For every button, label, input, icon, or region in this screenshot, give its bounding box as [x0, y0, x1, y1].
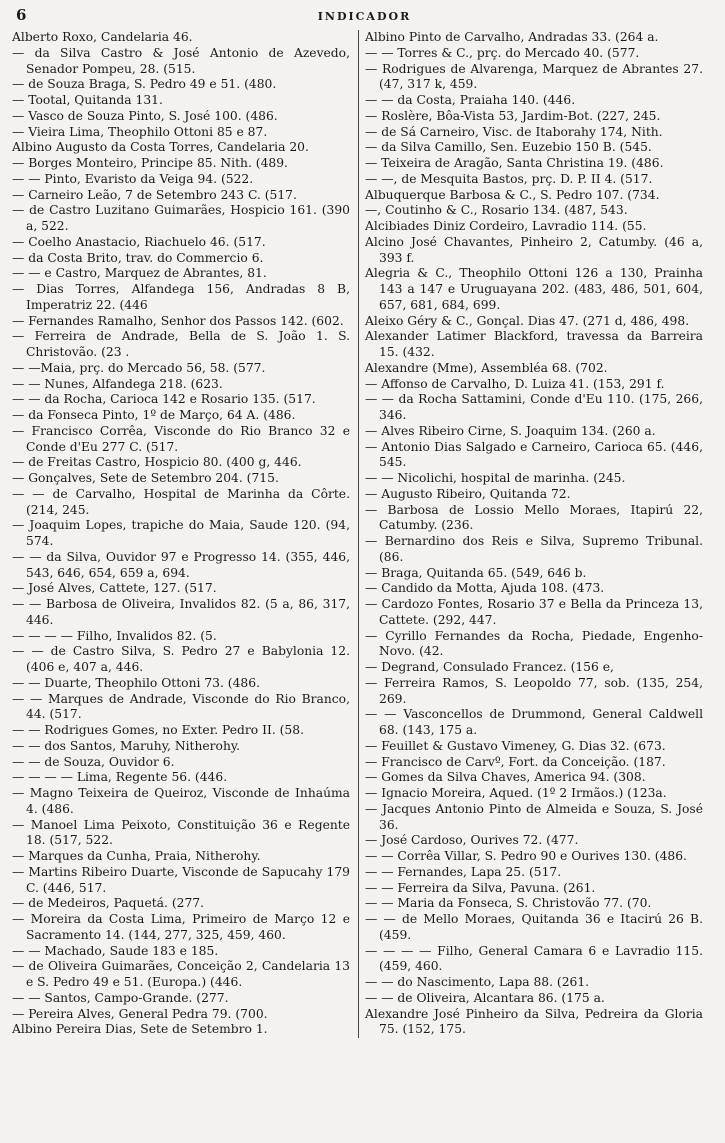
- directory-entry: Alcibiades Diniz Cordeiro, Lavradio 114. (55.: [365, 219, 647, 233]
- directory-entry: — — Nicolichi, hospital de marinha. (245.: [365, 471, 626, 485]
- directory-entry: — — do Nascimento, Lapa 88. (261.: [365, 975, 590, 989]
- columns: [12, 30, 717, 1038]
- directory-entry: — — Duarte, Theophilo Ottoni 73. (486.: [12, 675, 260, 690]
- directory-entry: — — Rodrigues Gomes, no Exter. Pedro II. (58.: [12, 723, 304, 737]
- directory-entry: — Ignacio Moreira, Aqued. (1º 2 Irmãos.) (123a.: [365, 786, 667, 800]
- directory-entry: Alberto Roxo, Candelaria 46.: [12, 30, 193, 44]
- directory-entry: — — Machado, Saude 183 e 185.: [12, 943, 219, 958]
- directory-entry: — — da Costa, Praiaha 140. (446.: [365, 93, 576, 107]
- directory-entry: — Tootal, Quitanda 131.: [12, 93, 163, 107]
- directory-entry: — — e Castro, Marquez de Abrantes, 81.: [12, 266, 267, 281]
- directory-entry: Alcino José Chavantes, Pinheiro 2, Catumby. (46 a, 393 f.: [365, 234, 703, 265]
- directory-entry: — Roslère, Bôa-Vista 53, Jardim-Bot. (227, 245.: [365, 108, 661, 123]
- directory-entry: Albuquerque Barbosa & C., S. Pedro 107. (734.: [365, 187, 660, 202]
- directory-entry: — — de Castro Silva, S. Pedro 27 e Babylonia 12. (406 e, 407 a, 446.: [12, 644, 350, 674]
- directory-entry: — Vasco de Souza Pinto, S. José 100. (486.: [12, 108, 278, 123]
- directory-entry: — Dias Torres, Alfandega 156, Andradas 8 B, Imperatriz 22. (446: [12, 282, 350, 312]
- directory-entry: — —, de Mesquita Bastos, prç. D. P. II 4. (517.: [365, 171, 653, 186]
- directory-entry: — Manoel Lima Peixoto, Constituição 36 e Regente 18. (517, 522.: [12, 817, 350, 848]
- directory-entry: — — Pinto, Evaristo da Veiga 94. (522.: [12, 171, 254, 186]
- directory-entry: — Feuillet & Gustavo Vimeney, G. Dias 32. (673.: [365, 738, 666, 753]
- directory-entry: —, Coutinho & C., Rosario 134. (487, 543.: [365, 203, 628, 218]
- directory-entry: — — Maria da Fonseca, S. Christovão 77. (70.: [365, 896, 652, 911]
- directory-entry: — da Costa Brito, trav. do Commercio 6.: [12, 250, 264, 265]
- page-number: 6: [16, 6, 27, 24]
- directory-entry: — — Vasconcellos de Drummond, General Caldwell 68. (143, 175 a.: [365, 707, 703, 737]
- directory-entry: — — — — Lima, Regente 56. (446.: [12, 770, 228, 785]
- directory-entry: — — de Souza, Ouvidor 6.: [12, 754, 175, 769]
- directory-entry: Alexandre José Pinheiro da Silva, Pedreira da Gloria 75. (152, 175.: [365, 1006, 703, 1037]
- directory-entry: — Martins Ribeiro Duarte, Visconde de Sapucahy 179 C. (446, 517.: [12, 864, 350, 895]
- directory-entry: — de Souza Braga, S. Pedro 49 e 51. (480.: [12, 77, 277, 92]
- directory-entry: — Cyrillo Fernandes da Rocha, Piedade, Engenho-Novo. (42.: [365, 628, 703, 659]
- directory-entry: — Antonio Dias Salgado e Carneiro, Carioca 65. (446, 545.: [365, 439, 703, 470]
- directory-entry: — Joaquim Lopes, trapiche do Maia, Saude 120. (94, 574.: [12, 518, 350, 548]
- directory-entry: — Ferreira de Andrade, Bella de S. João 1. S. Christovão. (23 .: [12, 329, 350, 359]
- directory-entry: — — Marques de Andrade, Visconde do Rio Branco, 44. (517.: [12, 691, 350, 722]
- directory-entry: Alexandre (Mme), Assembléa 68. (702.: [365, 360, 608, 375]
- directory-entry: — — Fernandes, Lapa 25. (517.: [365, 864, 562, 879]
- right-column: [358, 30, 703, 1038]
- directory-entry: Albino Pinto de Carvalho, Andradas 33. (264 a.: [365, 30, 659, 44]
- directory-entry: — Vieira Lima, Theophilo Ottoni 85 e 87.: [12, 124, 268, 139]
- directory-entry: — — Corrêa Villar, S. Pedro 90 e Ourives 130. (486.: [365, 849, 687, 863]
- directory-entry: — Braga, Quitanda 65. (549, 646 b.: [365, 565, 587, 580]
- directory-entry: Albino Augusto da Costa Torres, Candelaria 20.: [12, 140, 309, 155]
- directory-entry: — — da Rocha Sattamini, Conde d'Eu 110. (175, 266, 346.: [365, 392, 703, 422]
- directory-entry: — da Fonseca Pinto, 1º de Março, 64 A. (486.: [12, 408, 296, 422]
- directory-entry: — da Silva Camillo, Sen. Euzebio 150 B. (545.: [365, 140, 652, 155]
- directory-entry: — — de Oliveira, Alcantara 86. (175 a.: [365, 990, 605, 1005]
- directory-entry: — de Oliveira Guimarães, Conceição 2, Candelaria 13 e S. Pedro 49 e 51. (Europa.) (446.: [12, 959, 350, 989]
- directory-entry: — de Castro Luzitano Guimarães, Hospicio 161. (390 a, 522.: [12, 203, 350, 233]
- directory-entry: — — de Mello Moraes, Quitanda 36 e Itacirú 26 B. (459.: [365, 912, 703, 942]
- directory-entry: — Gonçalves, Sete de Setembro 204. (715.: [12, 471, 279, 485]
- directory-entry: — — — — Filho, Invalidos 82. (5.: [12, 628, 217, 643]
- directory-entry: — — de Carvalho, Hospital de Marinha da Côrte. (214, 245.: [12, 486, 350, 517]
- directory-entry: — Coelho Anastacio, Riachuelo 46. (517.: [12, 234, 266, 249]
- directory-entry: — — Santos, Campo-Grande. (277.: [12, 990, 229, 1005]
- directory-entry: — Alves Ribeiro Cirne, S. Joaquim 134. (260 a.: [365, 423, 656, 438]
- directory-entry: — Pereira Alves, General Pedra 79. (700.: [12, 1006, 268, 1021]
- directory-entry: — Marques da Cunha, Praia, Nitherohy.: [12, 849, 261, 863]
- directory-entry: — Jacques Antonio Pinto de Almeida e Souza, S. José 36.: [365, 801, 703, 832]
- directory-entry: — de Freitas Castro, Hospicio 80. (400 g, 446.: [12, 455, 302, 470]
- page-header: [12, 6, 717, 30]
- directory-entry: — —Maia, prç. do Mercado 56, 58. (577.: [12, 360, 266, 375]
- directory-entry: — Borges Monteiro, Principe 85. Nith. (489.: [12, 156, 288, 170]
- directory-entry: Alexander Latimer Blackford, travessa da Barreira 15. (432.: [365, 329, 703, 359]
- directory-entry: — — dos Santos, Maruhy, Nitherohy.: [12, 738, 241, 753]
- directory-entry: — Carneiro Leão, 7 de Setembro 243 C. (517.: [12, 187, 297, 202]
- directory-entry: — de Medeiros, Paquetá. (277.: [12, 896, 205, 911]
- directory-entry: — — Nunes, Alfandega 218. (623.: [12, 376, 223, 391]
- directory-entry: — Francisco de Carvº, Fort. da Conceição. (187.: [365, 754, 666, 769]
- directory-entry: — Ferreira Ramos, S. Leopoldo 77, sob. (135, 254, 269.: [365, 675, 703, 706]
- directory-entry: — Moreira da Costa Lima, Primeiro de Março 12 e Sacramento 14. (144, 277, 325, 459, 460.: [12, 912, 350, 942]
- directory-entry: — — Barbosa de Oliveira, Invalidos 82. (5 a, 86, 317, 446.: [12, 597, 350, 627]
- directory-entry: — Magno Teixeira de Queiroz, Visconde de Inhaúma 4. (486.: [12, 786, 350, 816]
- directory-entry: — Rodrigues de Alvarenga, Marquez de Abrantes 27. (47, 317 k, 459.: [365, 61, 703, 92]
- directory-entry: — Gomes da Silva Chaves, America 94. (308.: [365, 770, 646, 785]
- directory-entry: — Teixeira de Aragão, Santa Christina 19. (486.: [365, 156, 664, 170]
- directory-entry: — — Torres & C., prç. do Mercado 40. (577.: [365, 45, 640, 60]
- directory-entry: — Fernandes Ramalho, Senhor dos Passos 142. (602.: [12, 313, 344, 328]
- directory-entry: — da Silva Castro & José Antonio de Azevedo, Senador Pompeu, 28. (515.: [12, 45, 350, 76]
- directory-entry: — Barbosa de Lossio Mello Moraes, Itapirú 22, Catumby. (236.: [365, 502, 703, 533]
- directory-entry: — de Sá Carneiro, Visc. de Itaborahy 174, Nith.: [365, 124, 663, 139]
- directory-entry: — José Alves, Cattete, 127. (517.: [12, 581, 217, 596]
- directory-entry: — Bernardino dos Reis e Silva, Supremo Tribunal. (86.: [365, 534, 703, 564]
- directory-entry: Albino Pereira Dias, Sete de Setembro 1.: [12, 1022, 268, 1037]
- directory-entry: — Francisco Corrêa, Visconde do Rio Branco 32 e Conde d'Eu 277 C. (517.: [12, 423, 350, 454]
- left-column: [12, 30, 354, 1038]
- directory-entry: — — da Rocha, Carioca 142 e Rosario 135. (517.: [12, 392, 316, 407]
- directory-entry: Aleixo Géry & C., Gonçal. Dias 47. (271 d, 486, 498.: [365, 313, 690, 328]
- directory-entry: — Affonso de Carvalho, D. Luiza 41. (153, 291 f.: [365, 376, 665, 391]
- directory-entry: — — da Silva, Ouvidor 97 e Progresso 14. (355, 446, 543, 646, 654, 659 a, 694.: [12, 549, 350, 580]
- directory-entry: — — — — Filho, General Camara 6 e Lavradio 115. (459, 460.: [365, 943, 703, 974]
- directory-entry: — Augusto Ribeiro, Quitanda 72.: [365, 486, 571, 501]
- directory-entry: — Candido da Motta, Ajuda 108. (473.: [365, 581, 605, 596]
- directory-entry: — José Cardoso, Ourives 72. (477.: [365, 833, 579, 848]
- directory-entry: — Degrand, Consulado Francez. (156 e,: [365, 660, 614, 674]
- directory-entry: — Cardozo Fontes, Rosario 37 e Bella da Princeza 13, Cattete. (292, 447.: [365, 597, 703, 627]
- running-title: INDICADOR: [317, 10, 412, 23]
- directory-entry: — — Ferreira da Silva, Pavuna. (261.: [365, 880, 596, 895]
- directory-entry: Alegria & C., Theophilo Ottoni 126 a 130, Prainha 143 a 147 e Uruguayana 202. (483, 486, 501, 604, 657, 681, 684, 699.: [365, 266, 703, 312]
